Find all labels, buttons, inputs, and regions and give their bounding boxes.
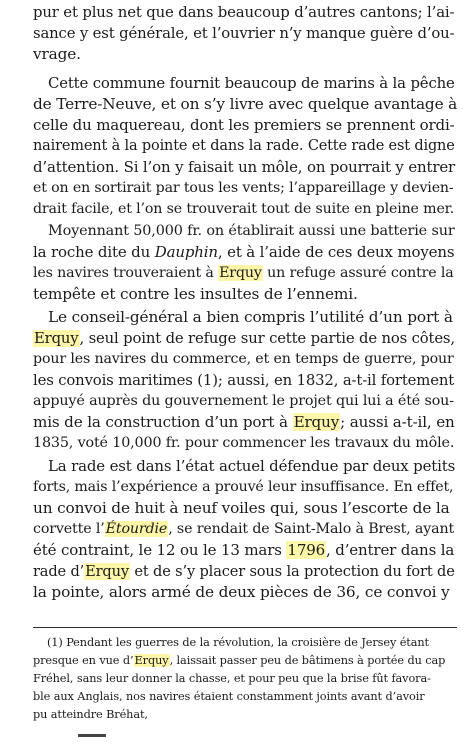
text-line: la pointe, alors armé de deux pièces de 36, ce convoi y [33,583,450,601]
text-line: La rade est dans l’état actuel défendue par deux petits [48,457,456,475]
text-line: drait facile, et l’on se trouverait tout de suite en pleine mer. [33,201,455,217]
text-line: nairement à la pointe et dans la rade. Cette rade est digne [33,138,455,154]
text-line: un convoi de huit à neuf voiles qui, sous l’escorte de la [33,499,450,517]
text-line [33,519,457,540]
text-line [33,242,457,263]
text-line: sance y est générale, et l’ouvrier n’y manque guère d’ou- [33,25,455,42]
text-line: pur et plus net que dans beaucoup d’autres cantons; l’ai- [33,3,455,21]
text-line: celle du maquereau, dont les premiers se prennent ordi- [33,116,455,134]
text-line: Le conseil-général a bien compris l’utilité d’un port à [48,308,453,326]
text-line: vrage. [33,45,81,63]
text-segment: , d’entrer dans la [326,541,455,559]
text-segment: , laissait passer peu de bâtimens à portée du cap [169,654,446,667]
footnote-line [33,652,457,670]
footnote-separator [33,627,457,628]
text-line: 1835, voté 10,000 fr. pour commencer les travaux du môle. [33,435,455,451]
text-line: Cette commune fournit beaucoup de marins à la pêche [48,74,455,92]
ship-name-dauphin: Dauphin [154,243,218,261]
highlight-erquy: Erquy [293,413,340,431]
highlight-erquy: Erquy [134,654,169,667]
text-line: de Terre-Neuve, et on s’y livre avec quelque avantage à [33,95,458,113]
text-segment: , seul point de refuge sur cette partie de nos côtes, [79,330,455,347]
text-line: d’attention. Si l’on y faisait un môle, on pourrait y entrer [33,158,455,176]
text-segment: un refuge assuré contre la [262,265,454,281]
text-line [33,412,457,433]
footnote-line: pu atteindre Bréhat, [33,708,148,721]
text-line: appuyé auprès du gouvernement le projet qui lui a été sou- [33,393,454,409]
text-line: tempête et contre les insultes de l’ennemi. [33,285,358,303]
text-segment: été contraint, le 12 ou le 13 mars [33,541,287,559]
text-segment: les navires trouveraient à [33,265,219,281]
text-segment: rade d’ [33,563,85,580]
text-segment: mis de la construction d’un port à [33,413,293,431]
text-line [33,561,457,582]
text-line [33,328,457,349]
text-line [33,540,457,561]
text-segment: et de s’y placer sous la protection du fort de [129,563,455,580]
highlight-erquy: Erquy [85,563,129,580]
highlight-erquy: Erquy [34,330,79,347]
text-line: et on en sortirait par tous les vents; l’appareillage y devien- [33,180,454,196]
text-segment: ; aussi a-t-il, en [340,413,455,431]
highlight-erquy: Erquy [219,265,262,281]
footnote-line: (1) Pendant les guerres de la révolution, la croisière de Jersey étant [47,636,429,649]
text-segment: corvette l’ [33,521,105,537]
text-line: pour les navires du commerce, et en temps de guerre, pour [33,351,454,367]
text-line [33,263,457,284]
footnote-line: ble aux Anglais, nos navires étaient constamment joints avant d’avoir [33,690,425,703]
highlight-etourdie: Étourdie [105,521,168,537]
cropped-next-page-mark [78,734,106,743]
text-segment: la roche dite du [33,243,155,261]
footnote-line: Fréhel, sans leur donner la chasse, et pour peu que la brise fût favora- [33,672,431,685]
text-segment: , se rendait de Saint-Malo à Brest, ayant [168,521,455,537]
text-line: Moyennant 50,000 fr. on établirait aussi une batterie sur [48,223,455,239]
text-line: forts, mais l’expérience a prouvé leur insuffisance. En effet, [33,479,454,495]
highlight-year: 1796 [287,541,325,559]
text-line: les convois maritimes (1); aussi, en 1832, a-t-il fortement [33,372,455,389]
text-segment: presque en vue d’ [33,654,134,667]
text-segment: , et à l’aide de ces deux moyens [217,243,455,261]
